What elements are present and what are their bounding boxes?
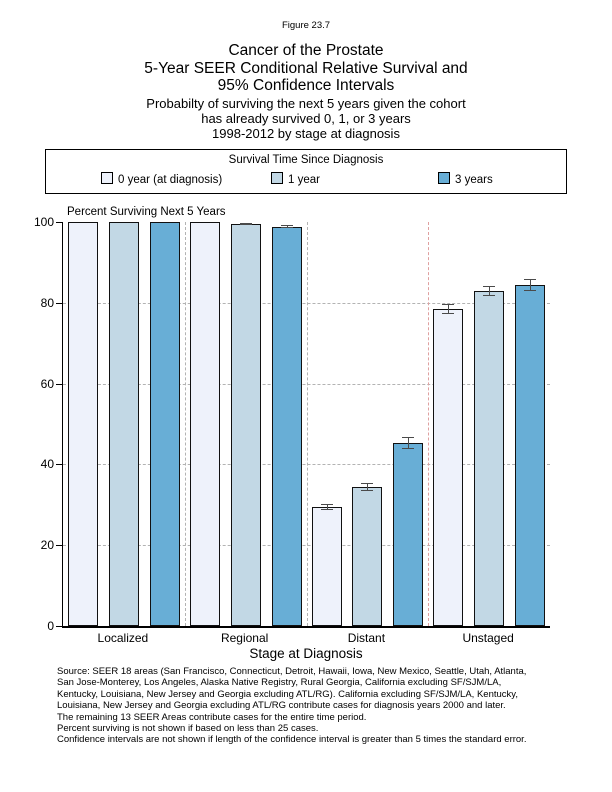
legend-entry-label: 3 years [455,174,493,186]
subtitle-line-3: 1998-2012 by stage at diagnosis [212,126,400,141]
error-bar-stem [246,223,247,225]
error-bar-unstaged-3yr [524,279,536,291]
footnote-line-2: San Jose-Monterey, Los Angeles, Alaska Native Registry, Rural Georgia, California excluding SF/SJM/LA, [57,677,502,689]
bar-distant-0yr [312,507,342,626]
error-bar-stem [367,483,368,491]
legend-entry-0-year [101,172,222,185]
error-bar-stem [327,504,328,510]
y-tick-label-20: 20 [40,538,54,553]
y-tick-label-40: 40 [40,457,54,472]
footnote-line-7: Confidence intervals are not shown if length of the confidence interval is greater than 5 times the standard error. [57,734,527,746]
error-bar-stem [448,304,449,314]
legend-entry-3-years [438,172,493,185]
y-tick-mark-0 [56,626,62,627]
bar-unstaged-1yr [474,291,504,626]
x-category-label-regional: Regional [220,631,269,645]
y-tick-mark-40 [56,464,62,465]
legend-swatch-icon [271,172,283,184]
error-bar-regional-3yr [281,225,293,228]
title-line-2: 5-Year SEER Conditional Relative Survival and [144,60,468,77]
x-category-label-unstaged: Unstaged [462,631,514,645]
title-line-3: 95% Confidence Intervals [217,77,395,94]
y-tick-mark-100 [56,222,62,223]
x-axis-title: Stage at Diagnosis [249,646,363,661]
group-separator-1 [185,222,186,626]
error-bar-unstaged-1yr [483,286,495,296]
x-category-label-localized: Localized [97,631,149,645]
footnote-line-3: Kentucky, Louisiana, New Jersey and Georgia excluding ATL/RG). California excluding SF/SJM/LA, Kentucky, [57,688,518,700]
bar-regional-0yr [190,222,220,626]
y-tick-label-80: 80 [40,295,54,310]
footnote-line-6: Percent surviving is not shown if based on less than 25 cases. [57,723,319,735]
legend-entry-1-year [271,172,320,185]
subtitle-line-2: has already survived 0, 1, or 3 years [201,111,411,126]
legend-swatch-icon [438,172,450,184]
error-bar-stem [287,225,288,228]
bar-unstaged-0yr [433,309,463,626]
error-bar-stem [530,279,531,291]
error-bar-distant-0yr [321,504,333,510]
subtitle-line-1: Probabilty of surviving the next 5 years given the cohort [146,96,466,111]
footnote-line-5: The remaining 13 SEER Areas contribute cases for the entire time period. [57,711,367,723]
footnote-line-4: Louisiana, New Jersey and Georgia excluding ATL/RG contribute cases for diagnosis years 2000 and later. [57,700,506,712]
footnote-line-1: Source: SEER 18 areas (San Francisco, Connecticut, Detroit, Hawaii, Iowa, New Mexico, Seattle, Utah, Atlanta, [57,666,527,677]
y-tick-mark-20 [56,545,62,546]
legend-title: Survival Time Since Diagnosis [228,154,384,166]
error-bar-distant-3yr [402,437,414,449]
bar-localized-0yr [68,222,98,626]
y-tick-mark-80 [56,303,62,304]
y-tick-mark-60 [56,384,62,385]
error-bar-stem [408,437,409,449]
x-category-label-distant: Distant [347,631,386,645]
y-tick-label-60: 60 [40,376,54,391]
legend-swatch-icon [101,172,113,184]
legend-entry-label: 0 year (at diagnosis) [118,174,223,186]
y-tick-label-100: 100 [33,215,54,229]
legend-entry-label: 1 year [288,174,320,186]
bar-distant-3yr [393,443,423,626]
figure-label: Figure 23.7 [281,20,331,31]
footnote [57,666,569,746]
title-line-1: Cancer of the Prostate [228,42,384,59]
bar-distant-1yr [352,487,382,626]
plot-area [62,206,550,628]
bar-regional-3yr [272,227,302,626]
error-bar-stem [489,286,490,296]
error-bar-unstaged-0yr [442,304,454,314]
y-tick-label-0: 0 [47,619,54,633]
bar-regional-1yr [231,224,261,626]
error-bar-regional-1yr [240,223,252,225]
group-separator-2 [307,222,308,626]
legend [45,149,567,194]
bar-localized-3yr [150,222,180,626]
y-axis-title: Percent Surviving Next 5 Years [67,206,226,218]
bar-unstaged-3yr [515,285,545,626]
group-separator-3 [428,222,429,626]
error-bar-distant-1yr [361,483,373,491]
bar-localized-1yr [109,222,139,626]
